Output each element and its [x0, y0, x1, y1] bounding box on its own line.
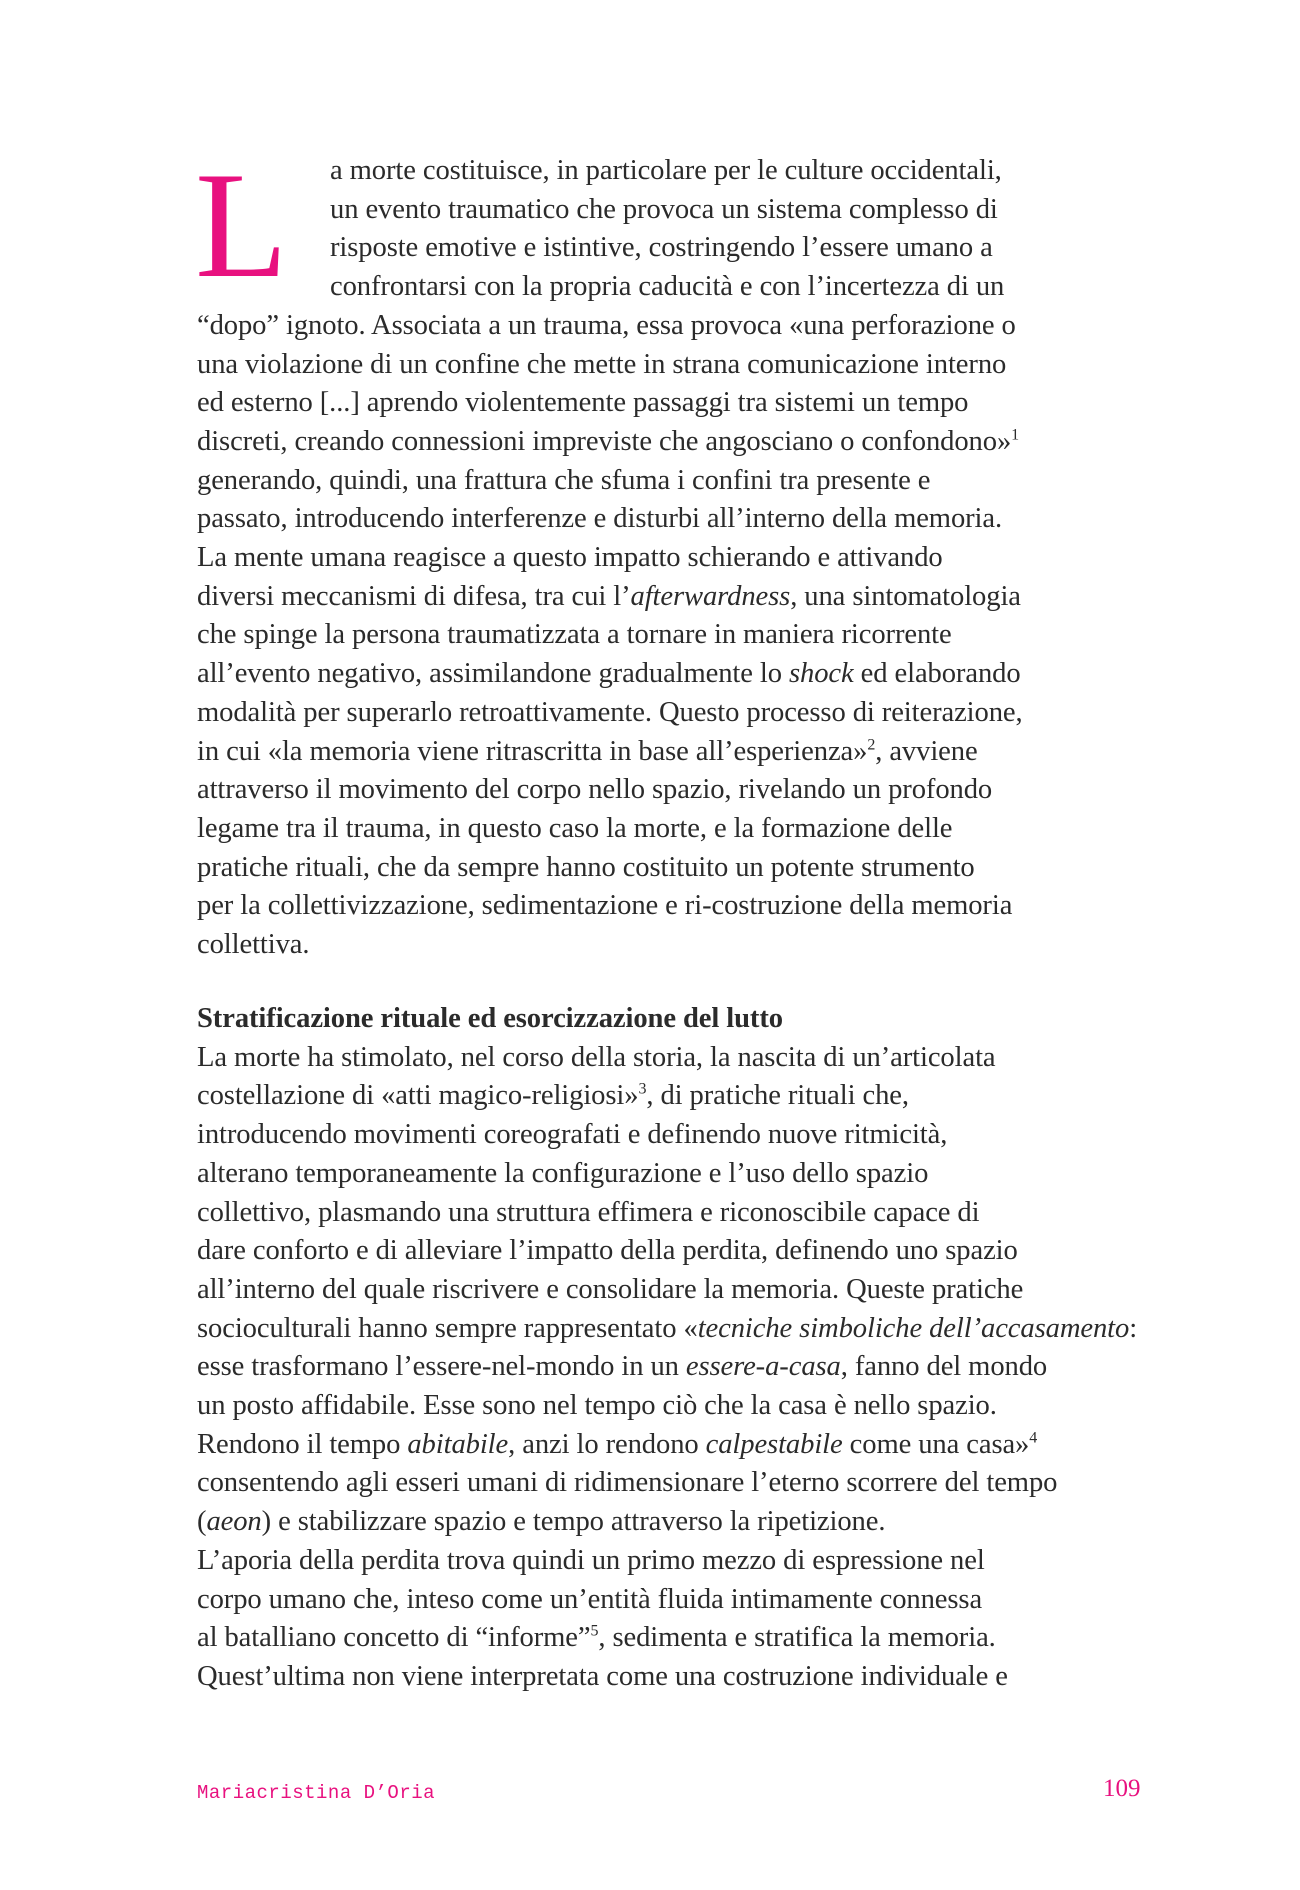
text-segment: diversi meccanismi di difesa, tra cui l’ [197, 580, 631, 612]
footnote-ref: 2 [867, 736, 876, 754]
text-line: risposte emotive e istintive, costringendo l’essere umano a [330, 232, 993, 264]
italic-term: abitabile [407, 1428, 509, 1460]
text-line: all’interno del quale riscrivere e consolidare la memoria. Queste pratiche [197, 1273, 1024, 1305]
text-segment: Rendono il tempo [197, 1428, 408, 1460]
drop-cap: L [195, 141, 288, 309]
text-segment: come una casa» [842, 1428, 1030, 1460]
text-segment: , anzi lo rendono [508, 1428, 706, 1460]
text-line: La mente umana reagisce a questo impatto schierando e attivando [197, 542, 943, 574]
text-segment: discreti, creando connessioni impreviste che angosciano o confondono» [197, 425, 1012, 457]
text-segment: costellazione di «atti magico-religiosi» [197, 1080, 639, 1112]
text-line: consentendo agli esseri umani di ridimensionare l’eterno scorrere del tempo [197, 1467, 1058, 1499]
text-line [197, 1426, 1137, 1465]
text-line: alterano temporaneamente la configurazione e l’uso dello spazio [197, 1157, 929, 1189]
text-segment: al batalliano concetto di “informe” [197, 1622, 591, 1654]
text-line [197, 1619, 1137, 1658]
footnote-ref: 1 [1011, 426, 1020, 444]
text-line [197, 1077, 1137, 1116]
text-line [197, 1348, 1137, 1387]
text-line [197, 1503, 1137, 1542]
text-segment: in cui «la memoria viene ritrascritta in base all’esperienza» [197, 735, 868, 767]
section-paragraph [197, 1000, 1137, 1697]
text-line: introducendo movimenti coreografati e definendo nuove ritmicità, [197, 1119, 948, 1151]
text-line: collettiva. [197, 929, 310, 961]
text-line: ed esterno [...] aprendo violentemente passaggi tra sistemi un tempo [197, 387, 969, 419]
text-line: Quest’ultima non viene interpretata come una costruzione individuale e [197, 1660, 1008, 1692]
text-segment: , di pratiche rituali che, [646, 1080, 909, 1112]
text-segment: ( [197, 1506, 207, 1538]
italic-term: shock [789, 658, 854, 690]
text-segment: ed elaborando [853, 658, 1021, 690]
italic-term: afterwardness [630, 580, 791, 612]
text-line: pratiche rituali, che da sempre hanno costituito un potente strumento [197, 851, 975, 883]
text-line: “dopo” ignoto. Associata a un trauma, essa provoca «una perforazione o [197, 309, 1016, 341]
footnote-ref: 4 [1029, 1429, 1038, 1447]
text-segment: , fanno del mondo [840, 1351, 1048, 1383]
text-segment: , avviene [875, 735, 978, 767]
text-line [197, 423, 1137, 462]
italic-term: calpestabile [705, 1428, 843, 1460]
text-line: L’aporia della perdita trova quindi un primo mezzo di espressione nel [197, 1544, 985, 1576]
text-line: corpo umano che, inteso come un’entità fluida intimamente connessa [197, 1583, 983, 1615]
text-segment: : [1129, 1312, 1138, 1344]
text-line: un evento traumatico che provoca un sistema complesso di [330, 193, 998, 225]
text-segment: ) e stabilizzare spazio e tempo attraverso la ripetizione. [261, 1506, 886, 1538]
italic-term: tecniche simboliche dell’accasamento [697, 1312, 1130, 1344]
italic-term: essere-a-casa [685, 1351, 841, 1383]
text-line: per la collettivizzazione, sedimentazione e ri-costruzione della memoria [197, 890, 1013, 922]
text-line: un posto affidabile. Esse sono nel tempo ciò che la casa è nello spazio. [197, 1390, 997, 1422]
footnote-ref: 3 [638, 1080, 647, 1098]
page-number: 109 [1103, 1775, 1141, 1802]
text-line: passato, introducendo interferenze e disturbi all’interno della memoria. [197, 503, 1003, 535]
text-line: La morte ha stimolato, nel corso della storia, la nascita di un’articolata [197, 1041, 996, 1073]
text-segment: , una sintomatologia [790, 580, 1021, 612]
text-line: collettivo, plasmando una struttura effimera e riconoscibile capace di [197, 1196, 980, 1228]
text-line: legame tra il trauma, in questo caso la morte, e la formazione delle [197, 812, 953, 844]
text-line: che spinge la persona traumatizzata a tornare in maniera ricorrente [197, 619, 952, 651]
intro-paragraph [195, 141, 1137, 965]
text-segment: , sedimenta e stratifica la memoria. [598, 1622, 996, 1654]
italic-term: aeon [206, 1506, 262, 1538]
text-line: attraverso il movimento del corpo nello spazio, rivelando un profondo [197, 774, 993, 806]
text-line: una violazione di un confine che mette in strana comunicazione interno [197, 348, 1007, 380]
footer-author: Mariacristina D’Oria [197, 1782, 436, 1804]
text-line [197, 655, 1137, 694]
footnote-ref: 5 [590, 1622, 599, 1640]
text-line: confrontarsi con la propria caducità e con l’incertezza di un [330, 271, 1005, 303]
text-line [197, 733, 1137, 772]
section-heading: Stratificazione rituale ed esorcizzazione del lutto [197, 1003, 783, 1034]
text-segment: all’evento negativo, assimilandone gradualmente lo [197, 658, 790, 690]
text-line [197, 1310, 1137, 1349]
text-line: generando, quindi, una frattura che sfuma i confini tra presente e [197, 464, 931, 496]
text-line: dare conforto e di alleviare l’impatto della perdita, definendo uno spazio [197, 1235, 1018, 1267]
text-segment: socioculturali hanno sempre rappresentato « [197, 1312, 698, 1344]
text-segment: esse trasformano l’essere-nel-mondo in un [197, 1351, 686, 1383]
text-line: modalità per superarlo retroattivamente. Questo processo di reiterazione, [197, 696, 1023, 728]
text-line: a morte costituisce, in particolare per le culture occidentali, [330, 155, 1002, 186]
text-line [197, 578, 1137, 617]
